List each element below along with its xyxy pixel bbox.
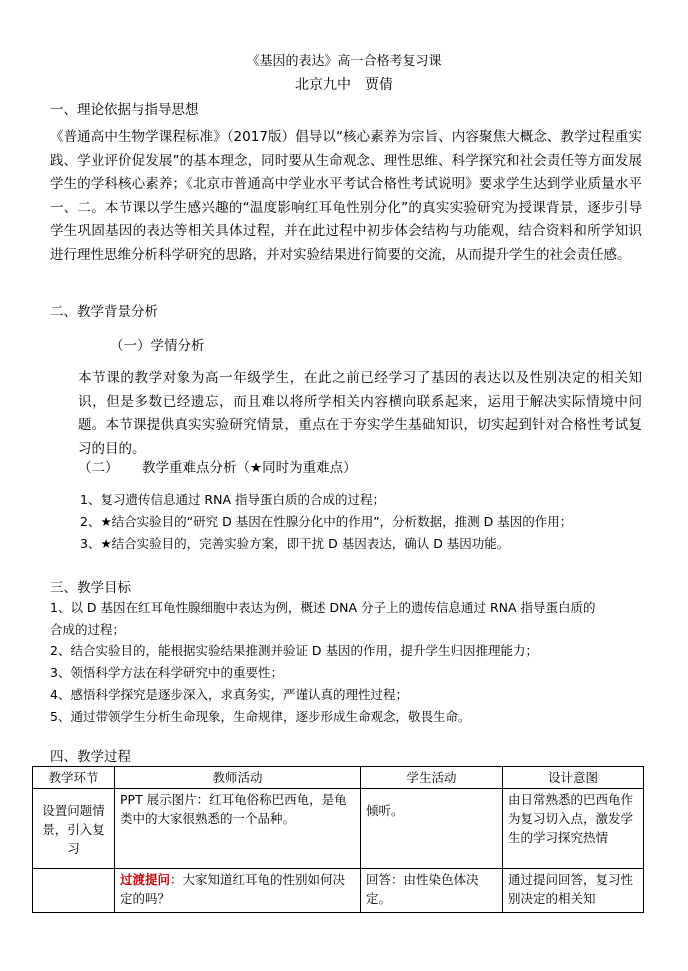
transition-question-text: ：大家知道红耳龟的性别如何决定的吗？ — [120, 872, 346, 906]
section-1-heading: 一、理论依据与指导思想 — [50, 102, 199, 118]
transition-question-label: 过渡提问 — [120, 872, 171, 887]
key-point-3: 3、★结合实验目的，完善实验方案，即干扰 D 基因表达，确认 D 基因功能。 — [80, 536, 510, 551]
cell-student: 回答：由性染色体决定。 — [361, 869, 503, 913]
col-header-teacher: 教师活动 — [115, 767, 361, 789]
objective-1-line-2: 合成的过程； — [50, 622, 126, 637]
cell-teacher — [115, 869, 361, 913]
cell-teacher: PPT 展示图片：红耳龟俗称巴西龟，是龟类中的大家很熟悉的一个品种。 — [115, 789, 361, 869]
section-1-paragraph: 《普通高中生物学课程标准》（2017版）倡导以“核心素养为宗旨、内容聚焦大概念、教学过程重实践、学业评价促发展”的基本理念，同时要从生命观念、理性思维、科学探究和社会责任等方面发展学生的学科核心素养；《北京市普通高中学业水平考试合格性考试说明》要求学生达到学业质量水平一、二。本节课以学生感兴趣的“温度影响红耳龟性别分化”的真实实验研究为授课背景，逐步引导学生巩固基因的表达等相关具体过程，并在此过程中初步体会结构与功能观，结合资料和所学知识进行理性思维分析科学研究的思路，并对实验结果进行简要的交流，从而提升学生的社会责任感。 — [50, 129, 642, 263]
subsection-1-paragraph: 本节课的教学对象为高一年级学生，在此之前已经学习了基因的表达以及性别决定的相关知识，但是多数已经遗忘，而且难以将所学相关内容横向联系起来，运用于解决实际情境中问题。本节课提供真实实验研究情景，重点在于夯实学生基础知识，切实起到针对合格性考试复习的目的。 — [78, 370, 642, 457]
key-point-2: 2、★结合实验目的“研究 D 基因在性腺分化中的作用”，分析数据，推测 D 基因的作用； — [80, 514, 573, 529]
document-title: 《基因的表达》高一合格考复习课 — [246, 54, 442, 69]
cell-intent: 由日常熟悉的巴西龟作为复习切入点，激发学生的学习探究热情 — [503, 789, 644, 869]
section-3-heading: 三、教学目标 — [50, 580, 131, 596]
author-line: 北京九中 贾倩 — [295, 77, 393, 93]
table-row — [33, 869, 644, 913]
section-2-heading: 二、教学背景分析 — [50, 304, 158, 320]
col-header-student: 学生活动 — [361, 767, 503, 789]
objective-3: 3、领悟科学方法在科学研究中的重要性； — [50, 665, 283, 680]
section-4-heading: 四、教学过程 — [50, 749, 131, 765]
subsection-2-heading: 教学重难点分析（★同时为重难点） — [142, 460, 357, 476]
subsection-2-number: （二） — [78, 460, 119, 476]
table-row — [33, 789, 644, 869]
objective-5: 5、通过带领学生分析生命现象，生命规律，逐步形成生命观念，敬畏生命。 — [50, 709, 471, 724]
cell-student: 倾听。 — [361, 789, 503, 869]
objective-4: 4、感悟科学探究是逐步深入，求真务实，严谨认真的理性过程； — [50, 687, 408, 702]
objective-1-line-1: 1、以 D 基因在红耳龟性腺细胞中表达为例，概述 DNA 分子上的遗传信息通过 RNA 指导蛋白质的 — [50, 600, 596, 615]
teaching-process-table — [32, 766, 644, 913]
objective-2: 2、结合实验目的，能根据实验结果推测并验证 D 基因的作用，提升学生归因推理能力； — [50, 643, 539, 658]
cell-intent: 通过提问回答，复习性别决定的相关知 — [503, 869, 644, 913]
table-header-row — [33, 767, 644, 789]
key-point-1: 1、复习遗传信息通过 RNA 指导蛋白质的合成的过程； — [80, 492, 385, 507]
col-header-stage: 教学环节 — [33, 767, 115, 789]
subsection-1-heading: （一）学情分析 — [110, 338, 205, 354]
col-header-intent: 设计意图 — [503, 767, 644, 789]
cell-stage — [33, 869, 115, 913]
cell-stage: 设置问题情景，引入复习 — [33, 789, 115, 869]
